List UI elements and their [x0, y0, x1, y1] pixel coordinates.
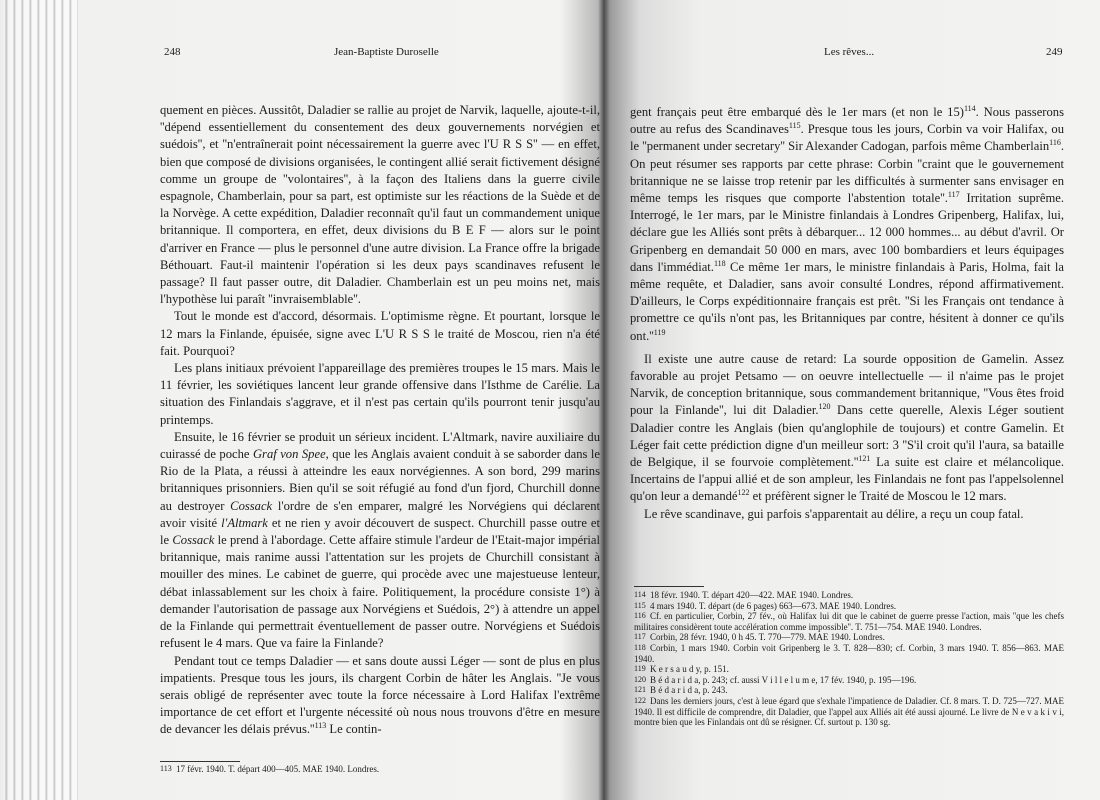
footnote-ref[interactable]: 119	[653, 327, 666, 337]
left-running-head: Jean-Baptiste Duroselle	[334, 46, 439, 58]
footnote-ref[interactable]: 116	[1049, 138, 1061, 148]
text-run: Ce même 1er mars, le ministre finlandais à Paris, Holma, fait la même requête, et Daladier, sans avoir consulté Londres, répond affirmativement. D'ailleurs, le Corps expéditionnaire français est prêt. ''Si les Français ont tendance à promettre ce qu'ils n'ont pas, les Britanniques par contre, hésitent à donner ce qu'ils ont.''	[630, 259, 1064, 343]
text-run: Le contin-	[326, 722, 382, 737]
footnote-119	[634, 664, 1064, 675]
text-run: . Presque tous les jours, Corbin va voir Halifax, ou le ''permanent under secretary'' Sir Alexander Cadogan, parfois même Chamberlain	[630, 122, 1064, 154]
footnote-number: 116	[634, 611, 646, 621]
footnote-115	[634, 601, 1064, 612]
ship-name-graf-von-spee: Graf von Spee	[252, 447, 326, 462]
text-run: Dans cette querelle, Alexis Léger soutient Daladier contre les Anglais (bien qu'anglophile de toujours) et contre Gamelin. Et Léger fait cette prédiction digne d'un meilleur sort: 3 ''S'il croit qu'il l'aura, sa bataille de Belgique, il se fourvoie complètement.''	[630, 403, 1064, 470]
footnote-ref[interactable]: 114	[963, 103, 976, 113]
right-body-text	[630, 104, 1064, 523]
left-page-number: 248	[164, 46, 181, 58]
left-paragraph-1: quement en pièces. Aussitôt, Daladier se rallie au projet de Narvik, laquelle, ajoute-t-il, ''dépend essentiellement du consentement des deux gouvernements norvégien et suédois'', et ''n'entraînerait point nécessairement la guerre avec l'U R S S'' — en effet, bien que composé de divisions organisées, le contingent allié serait fictivement désigné comme un groupe de ''volontaires'', à la façon des Italiens dans la guerre civile espagnole, Chamberlain, pour sa part, est optimiste sur les réactions de la Suède et de la Norvège. A cette expédition, Daladier reconnaît qu'il faut un commandement unique britannique. Il comportera, en effet, deux divisions du B E F — alors sur le point d'arriver en France — plus le personnel d'une autre division. La France offre la brigade Béthouart. Faut-il maintenir l'opération si les deux pays scandinaves refusent le passage? Il faut passer outre, dit Daladier. Chamberlain est un peu moins net, mais l'hypothèse lui paraît ''invraisemblable''.	[160, 103, 600, 307]
left-paragraph-3: Les plans initiaux prévoient l'appareillage des premières troupes le 15 mars. Mais le 11 février, les soviétiques lancent leur grande offensive dans l'Isthme de Carélie. La situation des Finlandais s'aggrave, et il n'est pas certain qu'ils pourront tenir jusqu'au printemps.	[160, 361, 600, 427]
text-run: le prend à l'abordage. Cette affaire stimule l'ardeur de l'Etait-major impérial britannique, mais ranime aussi l'attentation sur les projets de Churchill consistant à mouiller des mines. Le cabinet de guerre, qui procède avec une majestueuse lenteur, débat inlassablement sur les choix à faire. Politiquement, la procédure consiste 1°) à demander l'autorisation de passage aux Norvégiens et Suédois, 2°) à attendre un appel de la Finlande qui permettrait éventuellement de passer outre. Norvégiens et Suédois refusent le 4 mars. Que va faire la Finlande?	[160, 533, 600, 651]
text-run: et préfèrent signer le Traité de Moscou le 12 mars.	[749, 489, 1007, 504]
footnote-text: K e r s a u d y, p. 151.	[650, 664, 729, 675]
footnote-rule	[634, 586, 704, 587]
text-run: , que les Anglais avaient conduit à se saborder dans le Rio de la Plata, a réussi à atteindre les eaux norvégiennes. A son bord, 299 marins britanniques prisonniers. Bien qu'il se soit réfugié au fond d'un fjord, Churchill donne au destroyer	[160, 447, 600, 513]
right-paragraph-1	[630, 104, 1064, 345]
left-paragraph-4	[160, 429, 600, 653]
ship-name-cossack: Cossack	[230, 498, 273, 513]
footnote-text: B é d a r i d a, p. 243.	[650, 685, 728, 696]
left-body-text	[160, 102, 600, 739]
footnote-118	[634, 643, 1064, 664]
footnote-116	[634, 611, 1064, 632]
left-page	[160, 0, 600, 800]
text-run: La suite est claire et mélancolique. Incertains de l'appui allié et de son ampleur, les Finlandais ne font pas l'appelsolennel qu'on leur a demandé	[630, 455, 1064, 504]
left-footnotes	[160, 764, 600, 775]
right-page-number: 249	[1046, 46, 1063, 58]
text-run: Ensuite, le 16 février se produit un sérieux incident. L'Altmark, navire auxiliaire du cuirassé de poche	[160, 429, 600, 462]
footnote-ref[interactable]: 113	[314, 721, 327, 731]
footnote-121	[634, 685, 1064, 696]
footnote-rule	[160, 761, 240, 762]
text-run: Pendant tout ce temps Daladier — et sans doute aussi Léger — sont de plus en plus impatients. Presque tous les jours, ils chargent Corbin de hâter les Anglais. ''Je vous serais obligé de représenter avec toute la force nécessaire à Lord Halifax l'extrême importance de cet effort et l'urgente nécessité où nous nous trouvons d'être en mesure de devancer les délais prévus.''	[160, 653, 600, 737]
footnote-number: 121	[634, 685, 646, 695]
text-run: l'ordre de s'en emparer, malgré les Norvégiens qui déclarent avoir visité	[160, 498, 600, 530]
page-stack-edge	[0, 0, 78, 800]
footnote-ref[interactable]: 118	[713, 258, 726, 268]
footnote-number: 117	[634, 632, 646, 642]
text-run: et ne rien y avoir découvert de suspect. Churchill passe outre et le	[160, 515, 600, 548]
footnote-ref[interactable]: 122	[737, 488, 750, 498]
right-page	[612, 0, 1100, 800]
footnote-text: Dans les derniers jours, c'est à leue égard que s'exhale l'impatience de Daladier. Cf. 8 mars. T. D. 725—727. MAE 1940. Il est difficile de comprendre, dit Daladier, que l'appel aux Alliés ait été aussi ajourné. Le livre de N e v a k i v i, montre bien que les Finlandais ont dû se résigner. Cf. surtout p. 130 sg.	[634, 695, 1064, 728]
right-paragraph-3: Le rêve scandinave, gui parfois s'apparentait au délire, a reçu un coup fatal.	[644, 506, 1024, 521]
footnote-ref[interactable]: 120	[818, 402, 831, 412]
footnote-number: 115	[634, 600, 646, 610]
footnote-text: 4 mars 1940. T. départ (de 6 pages) 663—673. MAE 1940. Londres.	[650, 600, 897, 611]
text-run: . On peut résumer ses rapports par cette phrase: Corbin ''craint que le gouvernement britannique ne se laisse trop retenir par les difficultés à surmenter sans envisager en même temps les risques que comporte l'abstention totale''.	[630, 139, 1064, 206]
footnote-text: B é d a r i d a, p. 243; cf. aussi V i l l e l u m e, 17 fév. 1940, p. 195—196.	[650, 674, 917, 685]
text-run: Il existe une autre cause de retard: La sourde opposition de Gamelin. Assez favorable au projet Petsamo — on oeuvre intellectuelle — il n'aime pas le projet Narvik, de conception britannique, sous commandement britannique, ''Vous êtes froid pour la Finlande'', lui dit Daladier.	[630, 351, 1064, 418]
footnote-117	[634, 632, 1064, 643]
right-running-head: Les rêves...	[824, 46, 875, 58]
left-paragraph-2: Tout le monde est d'accord, désormais. L'optimisme règne. Et pourtant, lorsque le 12 mars la Finlande, épuisée, signe avec L'U R S S le traité de Moscou, rien n'a été fait. Pourquoi?	[160, 309, 600, 358]
right-footnotes	[634, 590, 1064, 728]
right-paragraph-2	[630, 351, 1064, 506]
footnote-114	[634, 590, 1064, 601]
footnote-text: 18 févr. 1940. T. départ 420—422. MAE 1940. Londres.	[650, 590, 854, 600]
footnote-120	[634, 675, 1064, 686]
footnote-number: 118	[634, 642, 646, 652]
ship-name-cossack: Cossack	[172, 533, 215, 548]
footnote-text: Corbin, 28 févr. 1940, 0 h 45. T. 770—779. MAE 1940. Londres.	[650, 632, 885, 643]
footnote-113	[160, 764, 600, 775]
footnote-number: 113	[160, 764, 172, 773]
footnote-ref[interactable]: 121	[858, 453, 871, 463]
ship-name-altmark: l'Altmark	[221, 515, 268, 530]
text-run: Irritation suprême. Interrogé, le 1er mars, par le Ministre finlandais à Londres Gripenberg, Halifax, lui, déclare gue les Alliés sont prêts à débarquer... 12 000 hommes... au début d'avril. Or Gripenberg en demandait 50 000 en mars, avec 100 bombardiers et leurs équipages dans l'immédiat.	[630, 191, 1065, 274]
footnote-text: Corbin, 1 mars 1940. Corbin voit Gripenberg le 3. T. 828—830; cf. Corbin, 3 mars 1940. T. 856—863. MAE 1940.	[634, 642, 1064, 664]
footnote-122	[634, 696, 1064, 728]
footnote-ref[interactable]: 117	[947, 189, 960, 199]
left-page-header	[160, 46, 600, 62]
left-paragraph-5	[160, 653, 600, 739]
footnote-text: Cf. en particulier, Corbin, 27 fév., où Halifax lui dit que le cabinet de guerre presse l'action, mais ''que les chefs militaires considèrent toute accélération comme impossible''. T. 751—754. MAE 1940. Londres.	[634, 611, 1064, 632]
footnote-text: 17 févr. 1940. T. départ 400—405. MAE 1940. Londres.	[176, 764, 380, 774]
text-run: . Nous passerons outre au refus des Scandinaves	[630, 105, 1064, 137]
footnote-number: 122	[634, 695, 646, 705]
right-page-header	[612, 46, 1100, 62]
footnote-number: 120	[634, 674, 646, 684]
text-run: gent français peut être embarqué dès le 1er mars (et non le 15)	[630, 105, 964, 119]
footnote-ref[interactable]: 115	[788, 121, 801, 131]
footnote-number: 119	[634, 664, 646, 674]
footnote-number: 114	[634, 590, 646, 599]
